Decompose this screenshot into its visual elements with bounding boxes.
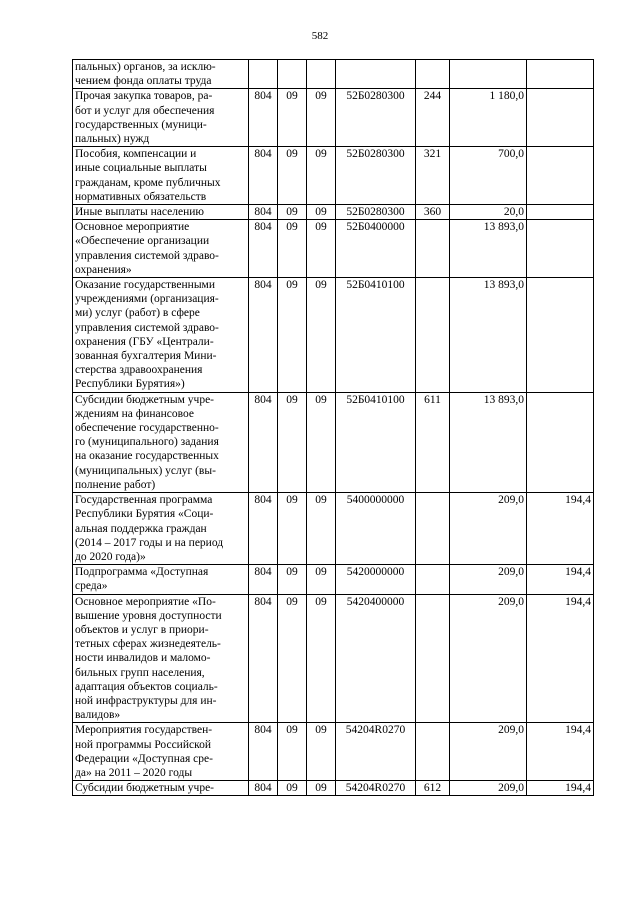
row-amount-secondary-cell — [527, 392, 594, 492]
row-amount-cell: 209,0 — [450, 723, 527, 781]
row-section-cell: 09 — [278, 278, 307, 393]
row-section-cell: 09 — [278, 205, 307, 220]
row-expense-type-cell: 244 — [416, 89, 450, 147]
row-amount-cell — [450, 60, 527, 89]
table-row — [73, 493, 594, 565]
row-subsection-cell: 09 — [307, 392, 336, 492]
row-ministry-code-cell: 804 — [249, 594, 278, 723]
row-name-cell: Основное мероприятие «Обеспечение организации управления системой здраво- охранения» — [73, 220, 249, 278]
row-ministry-code-cell: 804 — [249, 220, 278, 278]
row-name-cell: Подпрограмма «Доступная среда» — [73, 565, 249, 594]
row-amount-secondary-cell: 194,4 — [527, 594, 594, 723]
row-amount-cell: 209,0 — [450, 594, 527, 723]
row-subsection-cell: 09 — [307, 205, 336, 220]
table-row — [73, 278, 594, 393]
row-amount-secondary-cell: 194,4 — [527, 781, 594, 796]
row-target-article-cell: 5420000000 — [336, 565, 416, 594]
row-target-article-cell: 52Б0410100 — [336, 392, 416, 492]
row-subsection-cell: 09 — [307, 493, 336, 565]
row-ministry-code-cell: 804 — [249, 723, 278, 781]
row-section-cell: 09 — [278, 565, 307, 594]
page-number: 582 — [311, 30, 329, 42]
row-amount-secondary-cell — [527, 89, 594, 147]
row-amount-cell: 20,0 — [450, 205, 527, 220]
row-expense-type-cell — [416, 565, 450, 594]
row-ministry-code-cell: 804 — [249, 205, 278, 220]
row-amount-cell: 13 893,0 — [450, 220, 527, 278]
row-expense-type-cell — [416, 278, 450, 393]
row-expense-type-cell — [416, 220, 450, 278]
row-section-cell — [278, 60, 307, 89]
row-amount-secondary-cell: 194,4 — [527, 493, 594, 565]
row-amount-secondary-cell — [527, 147, 594, 205]
row-name-cell: Основное мероприятие «По- вышение уровня доступности объектов и услуг в приори- тетных сферах жизнедеятель- ности инвалидов и маломо- бильных групп населения, адаптация объектов социаль- ной инфраструктуры для ин- валидов» — [73, 594, 249, 723]
row-name-cell: Мероприятия государствен- ной программы Российской Федерации «Доступная сре- да» на 2011 – 2020 годы — [73, 723, 249, 781]
row-name-cell: Субсидии бюджетным учре- ждениям на финансовое обеспечение государственно- го (муниципального) задания на оказание государственных (муниципальных) услуг (вы- полнение работ) — [73, 392, 249, 492]
row-amount-cell: 209,0 — [450, 493, 527, 565]
row-target-article-cell: 54204R0270 — [336, 723, 416, 781]
row-target-article-cell: 52Б0280300 — [336, 147, 416, 205]
row-amount-cell: 13 893,0 — [450, 278, 527, 393]
row-amount-secondary-cell: 194,4 — [527, 723, 594, 781]
row-ministry-code-cell: 804 — [249, 89, 278, 147]
row-subsection-cell: 09 — [307, 147, 336, 205]
row-amount-secondary-cell — [527, 60, 594, 89]
table-row — [73, 565, 594, 594]
row-name-cell: пальных) органов, за исклю- чением фонда оплаты труда — [73, 60, 249, 89]
row-target-article-cell: 5420400000 — [336, 594, 416, 723]
row-subsection-cell: 09 — [307, 594, 336, 723]
row-subsection-cell: 09 — [307, 89, 336, 147]
row-target-article-cell: 52Б0280300 — [336, 205, 416, 220]
row-target-article-cell: 52Б0400000 — [336, 220, 416, 278]
table-row — [73, 205, 594, 220]
row-expense-type-cell: 321 — [416, 147, 450, 205]
table-row — [73, 60, 594, 89]
row-ministry-code-cell: 804 — [249, 493, 278, 565]
row-amount-cell: 209,0 — [450, 565, 527, 594]
row-target-article-cell: 52Б0410100 — [336, 278, 416, 393]
row-subsection-cell: 09 — [307, 565, 336, 594]
row-ministry-code-cell: 804 — [249, 147, 278, 205]
row-expense-type-cell — [416, 493, 450, 565]
row-amount-cell: 700,0 — [450, 147, 527, 205]
row-expense-type-cell: 611 — [416, 392, 450, 492]
row-section-cell: 09 — [278, 220, 307, 278]
row-section-cell: 09 — [278, 147, 307, 205]
table-row — [73, 89, 594, 147]
row-subsection-cell — [307, 60, 336, 89]
row-ministry-code-cell: 804 — [249, 278, 278, 393]
table-row — [73, 781, 594, 796]
row-subsection-cell: 09 — [307, 220, 336, 278]
row-amount-secondary-cell: 194,4 — [527, 565, 594, 594]
row-section-cell: 09 — [278, 392, 307, 492]
row-ministry-code-cell: 804 — [249, 781, 278, 796]
row-name-cell: Оказание государственными учреждениями (организация- ми) услуг (работ) в сфере управления системой здраво- охранения (ГБУ «Централи- зованная бухгалтерия Мини- стерства здравоохранения Республики Бурятия») — [73, 278, 249, 393]
row-amount-cell: 1 180,0 — [450, 89, 527, 147]
row-expense-type-cell — [416, 60, 450, 89]
row-target-article-cell: 52Б0280300 — [336, 89, 416, 147]
table-row — [73, 594, 594, 723]
row-subsection-cell: 09 — [307, 723, 336, 781]
row-section-cell: 09 — [278, 781, 307, 796]
row-section-cell: 09 — [278, 493, 307, 565]
row-ministry-code-cell: 804 — [249, 392, 278, 492]
table-row — [73, 147, 594, 205]
row-amount-cell: 13 893,0 — [450, 392, 527, 492]
row-expense-type-cell — [416, 594, 450, 723]
row-name-cell: Прочая закупка товаров, ра- бот и услуг для обеспечения государственных (муници- пальных) нужд — [73, 89, 249, 147]
row-section-cell: 09 — [278, 723, 307, 781]
row-amount-secondary-cell — [527, 220, 594, 278]
row-amount-secondary-cell — [527, 205, 594, 220]
row-expense-type-cell: 360 — [416, 205, 450, 220]
row-subsection-cell: 09 — [307, 278, 336, 393]
row-ministry-code-cell — [249, 60, 278, 89]
budget-table — [72, 59, 594, 796]
row-name-cell: Иные выплаты населению — [73, 205, 249, 220]
row-target-article-cell — [336, 60, 416, 89]
row-amount-secondary-cell — [527, 278, 594, 393]
row-name-cell: Субсидии бюджетным учре- — [73, 781, 249, 796]
row-target-article-cell: 5400000000 — [336, 493, 416, 565]
row-section-cell: 09 — [278, 89, 307, 147]
row-expense-type-cell — [416, 723, 450, 781]
row-target-article-cell: 54204R0270 — [336, 781, 416, 796]
row-subsection-cell: 09 — [307, 781, 336, 796]
row-expense-type-cell: 612 — [416, 781, 450, 796]
row-amount-cell: 209,0 — [450, 781, 527, 796]
row-name-cell: Государственная программа Республики Бурятия «Соци- альная поддержка граждан (2014 – 2017 годы и на период до 2020 года)» — [73, 493, 249, 565]
row-section-cell: 09 — [278, 594, 307, 723]
table-row — [73, 723, 594, 781]
row-name-cell: Пособия, компенсации и иные социальные выплаты гражданам, кроме публичных нормативных обязательств — [73, 147, 249, 205]
table-row — [73, 220, 594, 278]
table-row — [73, 392, 594, 492]
row-ministry-code-cell: 804 — [249, 565, 278, 594]
